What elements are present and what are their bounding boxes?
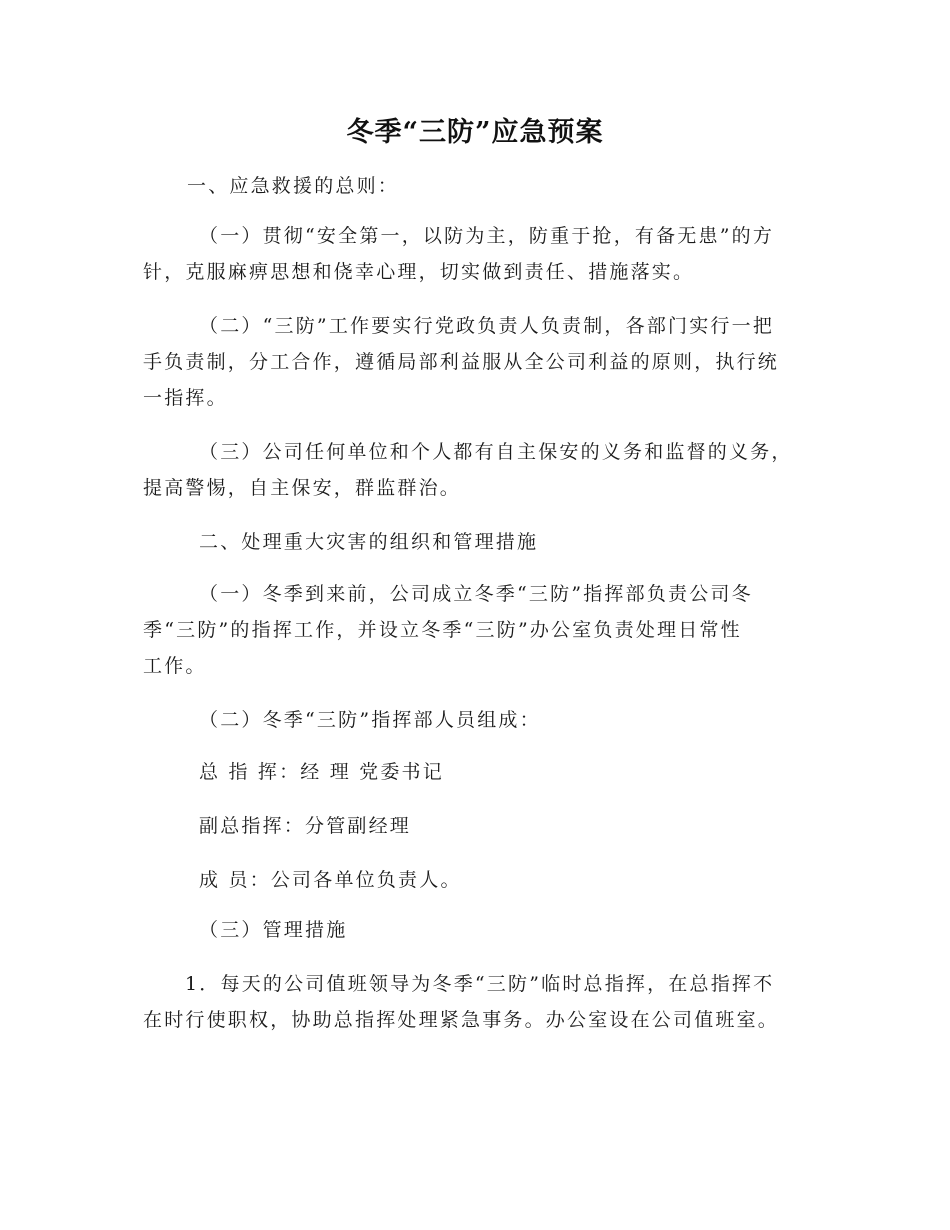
paragraph-organization-2: （二）冬季“三防”指挥部人员组成：: [199, 709, 541, 731]
paragraph-measure-1: [143, 966, 779, 1038]
paragraph-line: 提高警惕，自主保安，群监群治。: [143, 477, 462, 499]
paragraph-line: 1．每天的公司值班领导为冬季“三防”临时总指挥，在总指挥不: [185, 973, 775, 995]
paragraph-principle-1: [143, 218, 774, 290]
paragraph-line: 工作。: [143, 655, 207, 677]
paragraph-line: 季“三防”的指挥工作，并设立冬季“三防”办公室负责处理日常性: [143, 619, 742, 641]
paragraph-principle-3: [143, 434, 793, 506]
paragraph-organization-1: [143, 576, 753, 684]
paragraph-line: 在时行使职权，协助总指挥处理紧急事务。办公室设在公司值班室。: [143, 1009, 780, 1031]
paragraph-line: （一）贯彻“安全第一，以防为主，防重于抢，有备无患”的方: [199, 225, 775, 247]
paragraph-line: （三）公司任何单位和个人都有自主保安的义务和监督的义务，: [199, 441, 793, 463]
paragraph-line: 一指挥。: [143, 387, 228, 409]
paragraph-principle-2: [143, 308, 779, 416]
commander-line: 总 指 挥：经 理 党委书记: [199, 761, 444, 783]
paragraph-line: （一）冬季到来前，公司成立冬季“三防”指挥部负责公司冬: [199, 583, 753, 605]
section-heading-2: 二、处理重大灾害的组织和管理措施: [199, 531, 539, 553]
paragraph-line: 针，克服麻痹思想和侥幸心理，切实做到责任、措施落实。: [143, 261, 695, 283]
deputy-commander-line: 副总指挥：分管副经理: [199, 815, 412, 837]
paragraph-line: 手负责制，分工合作，遵循局部利益服从全公司利益的原则，执行统: [143, 351, 780, 373]
paragraph-line: （二）“三防”工作要实行党政负责人负责制，各部门实行一把: [199, 315, 775, 337]
members-line: 成 员：公司各单位负责人。: [199, 869, 462, 891]
section-heading-1: 一、应急救援的总则：: [187, 175, 400, 197]
document-title: 冬季“三防”应急预案: [346, 117, 604, 148]
paragraph-organization-3: （三）管理措施: [199, 919, 348, 941]
